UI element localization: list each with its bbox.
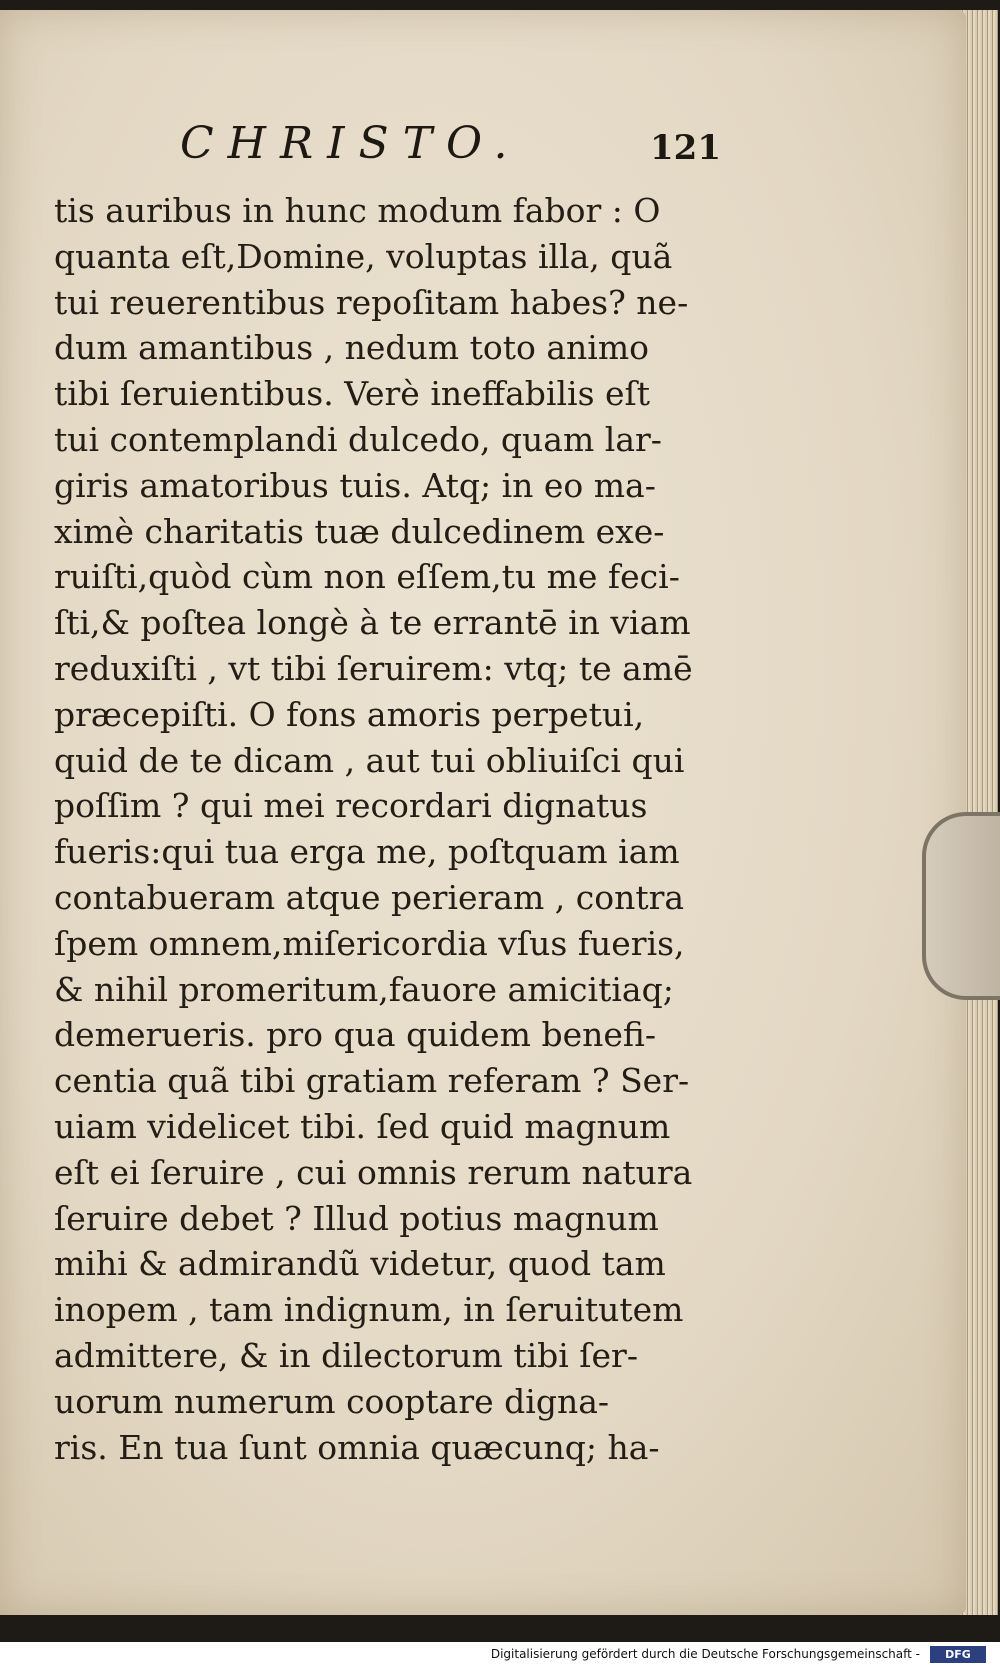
text-line: ruiſti,quòd cùm non eſſem,tu me feci- [54, 557, 680, 597]
dfg-logo: DFG [930, 1646, 986, 1663]
text-line: inopem , tam indignum, in ſeruitutem [54, 1290, 684, 1330]
text-line: tui contemplandi dulcedo, quam lar- [54, 419, 662, 459]
text-line: quid de te dicam , aut tui obliuiſci qui [54, 740, 685, 780]
text-line: uiam videlicet tibi. ſed quid magnum [54, 1106, 671, 1146]
text-line: poſſim ? qui mei recordari dignatus [54, 786, 648, 826]
text-line: ris. En tua ſunt omnia quæcunq; ha- [54, 1427, 660, 1467]
text-line: eſt ei ſeruire , cui omnis rerum natura [54, 1152, 693, 1192]
text-line: quanta eſt,Domine, voluptas illa, quã [54, 236, 673, 276]
text-line: uorum numerum cooptare digna- [54, 1381, 610, 1421]
text-line: & nihil promeritum,fauore amicitiaq; [54, 969, 674, 1009]
text-line: contabueram atque perieram , contra [54, 877, 685, 917]
text-block [54, 188, 724, 1470]
text-line: ſeruire debet ? Illud potius magnum [54, 1198, 659, 1238]
running-head: CHRISTO. [180, 118, 522, 169]
text-line: ſti,& poſtea longè à te errantē in viam [54, 603, 691, 643]
text-line: giris amatoribus tuis. Atq; in eo ma- [54, 465, 656, 505]
footer [0, 1642, 1000, 1668]
text-line: admittere, & in dilectorum tibi ſer- [54, 1335, 638, 1375]
page-header [180, 118, 720, 178]
text-line: mihi & admirandũ videtur, quod tam [54, 1244, 666, 1284]
footer-credit: Digitalisierung gefördert durch die Deutsche Forschungsgemeinschaft - [490, 1647, 920, 1661]
text-line: tui reuerentibus repoſitam habes? ne- [54, 282, 689, 322]
page-number: 121 [650, 128, 721, 168]
text-line: demerueris. pro qua quidem benefi- [54, 1015, 657, 1055]
text-line: fueris:qui tua erga me, poſtquam iam [54, 832, 680, 872]
page-clip [922, 812, 1000, 1000]
text-line: reduxiſti , vt tibi ſeruirem: vtq; te amē [54, 648, 693, 688]
text-line: ximè charitatis tuæ dulcedinem exe- [54, 511, 665, 551]
text-line: centia quã tibi gratiam referam ? Ser- [54, 1061, 690, 1101]
text-line: dum amantibus , nedum toto animo [54, 328, 649, 368]
text-line: tibi ſeruientibus. Verè ineffabilis eſt [54, 374, 650, 414]
book-page [0, 10, 966, 1615]
text-line: tis auribus in hunc modum fabor : O [54, 191, 661, 230]
text-line: præcepiſti. O fons amoris perpetui, [54, 694, 645, 734]
text-line: ſpem omnem,miſericordia vſus fueris, [54, 923, 685, 963]
